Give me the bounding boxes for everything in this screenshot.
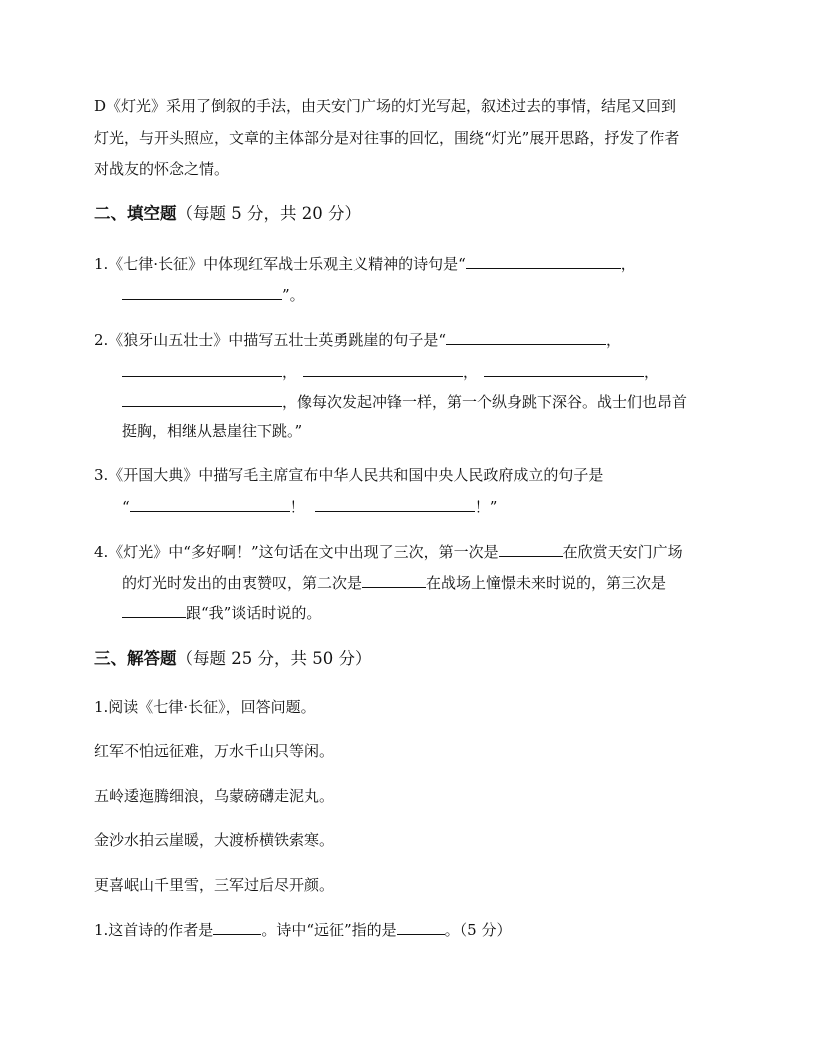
punct: ， [620, 255, 636, 273]
answer-blank[interactable] [397, 919, 445, 935]
fill-q4-line-2 [122, 572, 666, 593]
answer-blank[interactable] [446, 329, 606, 345]
fill-q2-text: 2.《狼牙山五壮士》中描写五壮士英勇跳崖的句子是“ [94, 331, 446, 349]
answer-blank[interactable] [484, 361, 644, 377]
fill-q3-line-2 [122, 496, 497, 517]
punct: ， [463, 363, 479, 381]
section-2-heading [94, 203, 361, 225]
fill-q2-line-1 [94, 329, 621, 350]
answer-q1-intro: 1.阅读《七律·长征》，回答问题。 [94, 698, 316, 716]
poem-line-3: 金沙水拍云崖暖，大渡桥横铁索寒。 [94, 831, 335, 849]
intro-line-2: 灯光，与开头照应，文章的主体部分是对往事的回忆，围绕“灯光”展开思路，抒发了作者 [94, 129, 680, 147]
section-3-subtitle: （每题 25 分，共 50 分） [176, 649, 372, 668]
sub-q-points: 。（5 分） [444, 921, 512, 939]
answer-blank[interactable] [362, 572, 426, 588]
intro-line-1: D《灯光》采用了倒叙的手法，由天安门广场的灯光写起，叙述过去的事情，结尾又回到 [94, 97, 677, 115]
fill-q3-line-1: 3.《开国大典》中描写毛主席宣布中华人民共和国中央人民政府成立的句子是 [94, 466, 604, 484]
answer-blank[interactable] [122, 284, 282, 300]
punct: ， [282, 363, 298, 381]
answer-q1-sub-1 [94, 919, 511, 940]
fill-q1-line-1 [94, 253, 636, 274]
fill-q2-line-3 [122, 391, 687, 412]
sub-q-text: 1.这首诗的作者是 [94, 921, 214, 939]
fill-q2-line-4: 挺胸，相继从悬崖往下跳。” [122, 422, 303, 440]
punct: “ [122, 498, 130, 516]
section-2-subtitle: （每题 5 分，共 20 分） [176, 204, 361, 223]
fill-q4-line-3 [122, 602, 321, 623]
punct: ！” [474, 498, 498, 516]
fill-q2-line-2 [122, 361, 659, 382]
section-2-title: 二、填空题 [94, 204, 177, 223]
section-3-title: 三、解答题 [94, 649, 177, 668]
answer-blank[interactable] [466, 253, 621, 269]
section-3-heading [94, 648, 371, 670]
poem-line-2: 五岭逶迤腾细浪，乌蒙磅礴走泥丸。 [94, 787, 335, 805]
answer-blank[interactable] [499, 541, 563, 557]
fill-q1-text: 1.《七律·长征》中体现红军战士乐观主义精神的诗句是“ [94, 255, 466, 273]
answer-blank[interactable] [213, 919, 261, 935]
fill-q2-text-cont: ，像每次发起冲锋一样，第一个纵身跳下深谷。战士们也昂首 [282, 393, 688, 411]
fill-q4-text-cont: 在欣赏天安门广场 [562, 543, 683, 561]
fill-q4-line-1 [94, 541, 683, 562]
sub-q-text-cont: 。诗中“远征”指的是 [261, 921, 397, 939]
answer-blank[interactable] [122, 361, 282, 377]
punct: ！ [289, 498, 305, 516]
answer-blank[interactable] [315, 496, 475, 512]
answer-blank[interactable] [122, 602, 186, 618]
poem-line-1: 红军不怕远征难，万水千山只等闲。 [94, 742, 335, 760]
fill-q4-text: 4.《灯光》中“多好啊！”这句话在文中出现了三次，第一次是 [94, 543, 499, 561]
answer-blank[interactable] [122, 391, 282, 407]
punct: ， [605, 331, 621, 349]
fill-q4-text-2: 的灯光时发出的由衷赞叹，第二次是 [122, 574, 363, 592]
answer-blank[interactable] [130, 496, 290, 512]
answer-blank[interactable] [303, 361, 463, 377]
poem-line-4: 更喜岷山千里雪，三军过后尽开颜。 [94, 876, 335, 894]
punct: ”。 [282, 286, 305, 304]
fill-q4-text-4: 跟“我”谈话时说的。 [186, 604, 322, 622]
intro-line-3: 对战友的怀念之情。 [94, 160, 230, 178]
fill-q4-text-3: 在战场上憧憬未来时说的，第三次是 [426, 574, 667, 592]
fill-q1-line-2 [122, 284, 305, 305]
punct: ， [644, 363, 660, 381]
